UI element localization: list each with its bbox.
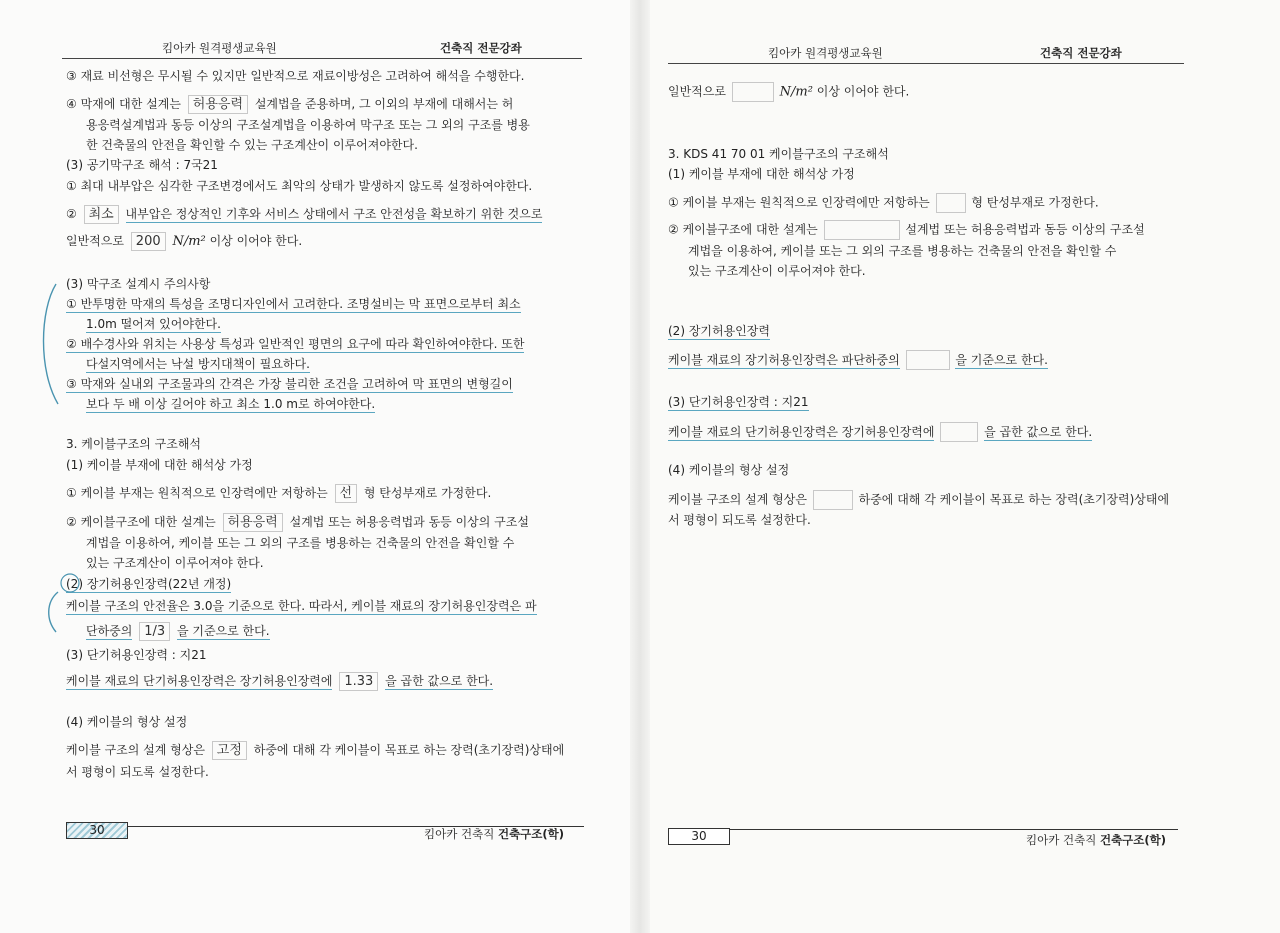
right-line-text: 형 탄성부재로 가정한다.: [971, 195, 1099, 210]
answer-blank: [824, 220, 900, 240]
page-gutter: [630, 0, 650, 933]
right-line: 서 평형이 되도록 설정한다.: [668, 513, 811, 527]
left-line-text: 일반적으로: [66, 234, 124, 248]
right-line-text: 케이블 재료의 장기허용인장력은 파단하중의: [668, 352, 900, 367]
right-line-text: (2) 장기허용인장력: [668, 324, 770, 338]
header-course: 건축직 전문강좌: [1040, 46, 1122, 60]
right-line-text: (3) 단기허용인장력 : 지21: [668, 395, 809, 409]
right-line: (4) 케이블의 형상 설정: [668, 463, 790, 477]
left-line-text: 케이블 재료의 단기허용인장력은 장기허용인장력에: [66, 674, 333, 688]
left-line-text: 설계법 또는 허용응력법과 동등 이상의 구조설: [289, 515, 529, 529]
left-line-text: ② 케이블구조에 대한 설계는: [66, 515, 216, 529]
left-line-text: (2) 장기허용인장력(22년 개정): [66, 577, 232, 591]
unit-label: N/m²: [172, 234, 206, 249]
footer-brand: [424, 826, 564, 842]
left-line: [66, 336, 524, 352]
left-line: 용응력설계법과 동등 이상의 구조설계법을 이용하여 막구조 또는 그 외의 구조를 병용: [86, 118, 530, 132]
footer-subject: 건축구조(학): [1099, 833, 1167, 847]
left-line-text: 을 기준으로 한다.: [176, 624, 270, 638]
answer-fill: 선: [335, 484, 358, 503]
footer-rule: [668, 829, 1178, 830]
right-line: 계법을 이용하여, 케이블 또는 그 외의 구조를 병용하는 건축물의 안전을 확인할 수: [688, 244, 1117, 258]
answer-blank: [813, 490, 853, 510]
left-line: [66, 376, 513, 392]
right-line-text: 일반적으로: [668, 84, 726, 99]
answer-fill: 허용응력: [223, 513, 283, 532]
left-line-text: ③ 막재와 실내외 구조물과의 간격은 가장 불리한 조건을 고려하여 막 표면의 변형길이: [66, 377, 513, 391]
unit-label: N/m²: [779, 84, 813, 100]
footer-brand-name: 킴아카 건축직: [1026, 833, 1097, 847]
right-line-text: ① 케이블 부재는 원칙적으로 인장력에만 저항하는: [668, 195, 930, 210]
right-line-text: ② 케이블구조에 대한 설계는: [668, 222, 818, 237]
left-line: [66, 205, 542, 224]
right-line-text: 이상 이어야 한다.: [816, 84, 910, 99]
left-line: (4) 케이블의 형상 설정: [66, 715, 188, 729]
right-line: [668, 193, 1099, 213]
left-line: (1) 케이블 부재에 대한 해석상 가정: [66, 458, 253, 472]
left-line-text: 하중에 대해 각 케이블이 목표로 하는 장력(초기장력)상태에: [253, 743, 565, 757]
left-line: [66, 95, 513, 114]
right-line-text: 을 기준으로 한다.: [955, 352, 1048, 367]
left-line-text: ① 케이블 부재는 원칙적으로 인장력에만 저항하는: [66, 486, 328, 500]
right-line: [668, 490, 1169, 510]
answer-fill: 1.33: [339, 672, 378, 691]
answer-blank: [906, 350, 950, 370]
page-number: 30: [66, 822, 128, 839]
handwritten-bracket-annotation: [38, 570, 82, 636]
left-line: [66, 672, 493, 691]
left-line: [66, 741, 564, 760]
left-line: [66, 484, 491, 503]
right-line-text: 설계법 또는 허용응력법과 동등 이상의 구조설: [905, 222, 1145, 237]
answer-fill: 최소: [84, 205, 119, 224]
right-line-text: 케이블 구조의 설계 형상은: [668, 492, 807, 507]
left-line: ③ 재료 비선형은 무시될 수 있지만 일반적으로 재료이방성은 고려하여 해석을 수행한다.: [66, 69, 525, 83]
header-course: 건축직 전문강좌: [440, 41, 522, 55]
right-line: [668, 323, 770, 339]
right-line: [668, 394, 809, 410]
left-line-text: 을 곱한 값으로 한다.: [385, 674, 494, 688]
answer-blank: [936, 193, 966, 213]
left-line: [86, 622, 270, 641]
right-line-text: 을 곱한 값으로 한다.: [984, 424, 1093, 439]
left-line: (3) 단기허용인장력 : 지21: [66, 648, 207, 662]
left-line-text: ②: [66, 207, 77, 221]
footer-brand-name: 킴아카 건축직: [424, 827, 495, 841]
footer-subject: 건축구조(학): [497, 827, 565, 841]
header-org: 킴아카 원격평생교육원: [162, 41, 277, 55]
left-line: (3) 공기막구조 해석 : 7국21: [66, 158, 218, 172]
left-line: [66, 598, 537, 614]
left-line: 있는 구조계산이 이루어져야 한다.: [86, 556, 264, 570]
left-header: [62, 40, 582, 59]
right-line: [668, 422, 1092, 442]
left-line: 계법을 이용하여, 케이블 또는 그 외의 구조를 병용하는 건축물의 안전을 확인할 수: [86, 536, 515, 550]
right-line: 3. KDS 41 70 01 케이블구조의 구조해석: [668, 147, 889, 161]
left-line-text: 다설지역에서는 낙설 방지대책이 필요하다.: [86, 357, 310, 371]
left-line: (3) 막구조 설계시 주의사항: [66, 277, 211, 291]
left-line: ① 최대 내부압은 심각한 구조변경에서도 최악의 상태가 발생하지 않도록 설정하여야한다.: [66, 179, 533, 193]
left-line: [86, 356, 310, 372]
right-header: [668, 45, 1184, 64]
page-number: 30: [668, 828, 730, 845]
handwritten-bracket-annotation: [34, 280, 64, 410]
answer-fill: 고정: [212, 741, 247, 760]
left-line-text: 보다 두 배 이상 길어야 하고 최소 1.0 m로 하여야한다.: [86, 397, 376, 411]
left-line-text: 단하중의: [86, 624, 133, 638]
right-line-text: 하중에 대해 각 케이블이 목표로 하는 장력(초기장력)상태에: [858, 492, 1170, 507]
left-line: 서 평형이 되도록 설정한다.: [66, 765, 209, 779]
left-line-text: 내부압은 정상적인 기후와 서비스 상태에서 구조 안전성을 확보하기 위한 것으로: [125, 207, 543, 221]
left-line-text: 설계법을 준용하며, 그 이외의 부재에 대해서는 허: [254, 97, 514, 111]
answer-blank: [940, 422, 978, 442]
right-line: [668, 350, 1048, 370]
right-line: 있는 구조계산이 이루어져야 한다.: [688, 264, 866, 278]
left-line-text: 케이블 구조의 안전율은 3.0을 기준으로 한다. 따라서, 케이블 재료의 장기허용인장력은 파: [66, 599, 537, 613]
left-line-text: ④ 막재에 대한 설계는: [66, 97, 181, 111]
left-line-text: 케이블 구조의 설계 형상은: [66, 743, 205, 757]
left-line: 한 건축물의 안전을 확인할 수 있는 구조계산이 이루어져야한다.: [86, 138, 418, 152]
left-line: [86, 316, 221, 332]
right-line: [668, 220, 1145, 240]
header-org: 킴아카 원격평생교육원: [768, 46, 883, 60]
left-line: [66, 576, 231, 592]
left-line-text: 이상 이어야 한다.: [209, 234, 303, 248]
answer-fill: 200: [131, 232, 166, 251]
answer-fill: 1/3: [139, 622, 170, 641]
answer-blank: [732, 82, 774, 102]
left-line-text: ① 반투명한 막재의 특성을 조명디자인에서 고려한다. 조명설비는 막 표면으로부터 최소: [66, 297, 521, 311]
right-line: [668, 82, 909, 102]
left-line: [86, 396, 375, 412]
left-line: [66, 296, 521, 312]
answer-fill: 허용응력: [188, 95, 248, 114]
footer-brand: [1026, 832, 1166, 848]
left-line-text: ② 배수경사와 위치는 사용상 특성과 일반적인 평면의 요구에 따라 확인하여야한다. 또한: [66, 337, 525, 351]
right-line: (1) 케이블 부재에 대한 해석상 가정: [668, 167, 855, 181]
left-line: 3. 케이블구조의 구조해석: [66, 437, 201, 451]
left-line-text: 형 탄성부재로 가정한다.: [363, 486, 492, 500]
left-line-text: 1.0m 떨어져 있어야한다.: [86, 317, 221, 331]
left-line: [66, 513, 529, 532]
left-line: [66, 232, 302, 251]
right-line-text: 케이블 재료의 단기허용인장력은 장기허용인장력에: [668, 424, 935, 439]
